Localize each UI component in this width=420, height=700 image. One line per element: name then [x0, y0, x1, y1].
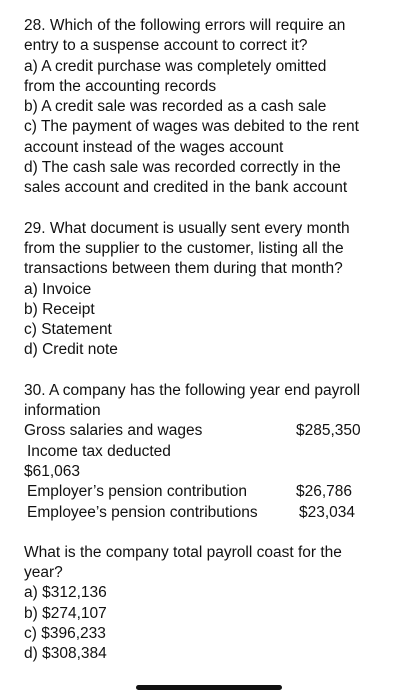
employee-pension-label: Employee’s pension contributions: [27, 503, 258, 521]
question-30: [24, 381, 404, 665]
q30-intro-line: information: [24, 402, 101, 420]
q29-line: transactions between them during that month?: [24, 260, 343, 278]
spacer: [24, 523, 404, 543]
q30-option-d: d) $308,384: [24, 645, 107, 663]
q30-question-line: year?: [24, 564, 63, 582]
q29-option-d: d) Credit note: [24, 341, 118, 359]
home-indicator[interactable]: [136, 685, 282, 690]
payroll-row-employer: [24, 482, 404, 502]
employer-pension-label: Employer’s pension contribution: [27, 483, 247, 501]
income-tax-value: $61,063: [24, 462, 81, 480]
question-29: [24, 219, 404, 361]
q30-option-c: c) $396,233: [24, 625, 106, 643]
gross-salaries-label: Gross salaries and wages: [24, 422, 203, 440]
document-page: [24, 16, 404, 665]
question-28: [24, 16, 404, 199]
q29-line: 29. What document is usually sent every month: [24, 219, 350, 237]
q29-option-c: c) Statement: [24, 321, 112, 339]
q28-line: 28. Which of the following errors will require an: [24, 17, 346, 34]
q29-line: from the supplier to the customer, listing all the: [24, 239, 344, 257]
q28-option-d: d) The cash sale was recorded correctly in the: [24, 159, 341, 177]
q28-option-c: c) The payment of wages was debited to the rent: [24, 118, 359, 136]
gross-salaries-value: $285,350: [296, 422, 361, 440]
q29-option-b: b) Receipt: [24, 300, 95, 318]
q30-option-a: a) $312,136: [24, 584, 107, 602]
employee-pension-value: $23,034: [299, 503, 356, 521]
payroll-row-gross: [24, 421, 404, 441]
q28-option-a-cont: from the accounting records: [24, 77, 217, 95]
payroll-row-employee: [24, 503, 404, 523]
q30-option-b: b) $274,107: [24, 604, 107, 622]
q28-line: entry to a suspense account to correct it?: [24, 37, 308, 55]
spacer: [24, 361, 404, 381]
income-tax-label: Income tax deducted: [27, 442, 171, 460]
q28-option-a: a) A credit purchase was completely omitted: [24, 57, 327, 75]
q28-option-d-cont: sales account and credited in the bank account: [24, 179, 348, 197]
q29-option-a: a) Invoice: [24, 280, 92, 298]
q30-intro-line: 30. A company has the following year end payroll: [24, 381, 361, 399]
q30-question-line: What is the company total payroll coast for the: [24, 543, 342, 561]
q28-option-b: b) A credit sale was recorded as a cash sale: [24, 98, 327, 116]
q28-option-c-cont: account instead of the wages account: [24, 138, 284, 156]
spacer: [24, 199, 404, 219]
employer-pension-value: $26,786: [296, 483, 353, 501]
